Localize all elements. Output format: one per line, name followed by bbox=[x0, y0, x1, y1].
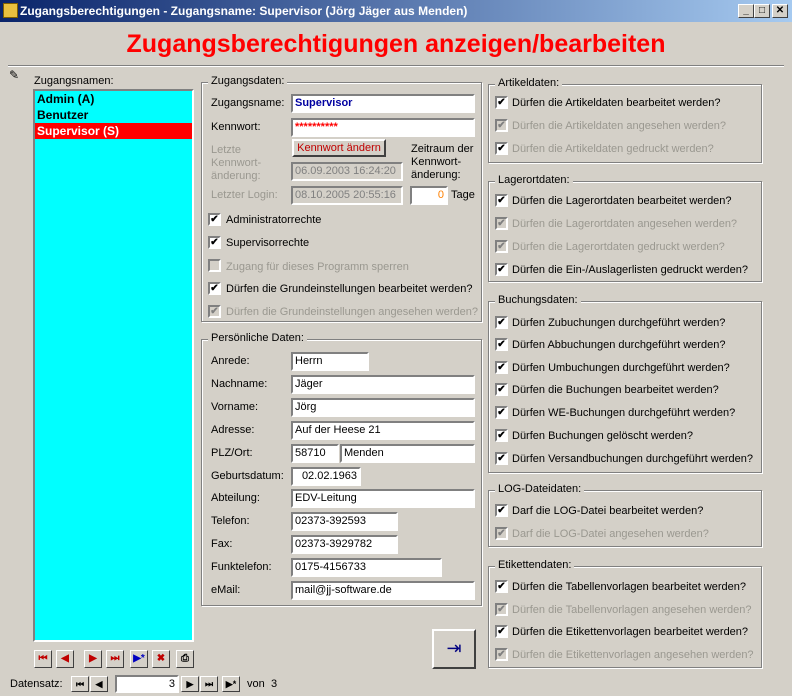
lager-print-label: Dürfen die Lagerortdaten gedruckt werden? bbox=[512, 241, 725, 253]
etiketten-edit-label: Dürfen die Etikettenvorlagen bearbeitet werden? bbox=[512, 626, 749, 638]
adresse-label: Adresse: bbox=[211, 424, 255, 436]
ort-field[interactable]: Menden bbox=[340, 444, 475, 463]
record-total: 3 bbox=[271, 678, 278, 690]
email-field[interactable]: mail@jj-software.de bbox=[291, 581, 475, 600]
zubuchung-checkbox[interactable]: ✔ bbox=[495, 316, 508, 329]
versand-checkbox[interactable]: ✔ bbox=[495, 452, 508, 465]
abbuchung-label: Dürfen Abbuchungen durchgeführt werden? bbox=[512, 339, 726, 351]
nav-prev-button[interactable]: ◀ bbox=[90, 676, 108, 692]
first-record-button[interactable]: ⏮ bbox=[34, 650, 52, 668]
nav-next-button[interactable]: ▶ bbox=[181, 676, 199, 692]
lager-group-title: Lagerortdaten: bbox=[495, 174, 573, 186]
supervisor-checkbox[interactable]: ✔ bbox=[208, 236, 221, 249]
artikel-print-checkbox[interactable]: ✔ bbox=[495, 142, 508, 155]
access-group-title: Zugangsdaten: bbox=[208, 75, 287, 87]
etiketten-view-label: Dürfen die Etikettenvorlagen angesehen werden? bbox=[512, 649, 754, 661]
geburtsdatum-field[interactable]: 02.02.1963 bbox=[291, 467, 361, 486]
etiketten-edit-checkbox[interactable]: ✔ bbox=[495, 625, 508, 638]
delete-record-button[interactable] bbox=[152, 650, 170, 668]
title-bar bbox=[0, 0, 792, 22]
buchung-delete-label: Dürfen Buchungen gelöscht werden? bbox=[512, 430, 694, 442]
lager-view-checkbox[interactable]: ✔ bbox=[495, 217, 508, 230]
funktelefon-field[interactable]: 0175-4156733 bbox=[291, 558, 442, 577]
we-buchung-label: Dürfen WE-Buchungen durchgeführt werden? bbox=[512, 407, 736, 419]
umbuchung-label: Dürfen Umbuchungen durchgeführt werden? bbox=[512, 362, 730, 374]
last-record-button[interactable]: ⏭ bbox=[106, 650, 124, 668]
abteilung-label: Abteilung: bbox=[211, 492, 260, 504]
name-label: Zugangsname: bbox=[211, 97, 285, 109]
name-field[interactable]: Supervisor bbox=[291, 94, 475, 113]
buchung-edit-label: Dürfen die Buchungen bearbeitet werden? bbox=[512, 384, 719, 396]
artikel-view-label: Dürfen die Artikeldaten angesehen werden? bbox=[512, 120, 727, 132]
app-icon bbox=[3, 3, 18, 18]
lager-edit-checkbox[interactable]: ✔ bbox=[495, 194, 508, 207]
admin-checkbox[interactable]: ✔ bbox=[208, 213, 221, 226]
lager-lists-checkbox[interactable]: ✔ bbox=[495, 263, 508, 276]
plz-ort-label: PLZ/Ort: bbox=[211, 447, 253, 459]
pencil-icon: ✎ bbox=[9, 68, 20, 82]
nav-first-button[interactable]: ⏮ bbox=[71, 676, 89, 692]
log-edit-label: Darf die LOG-Datei bearbeitet werden? bbox=[512, 505, 704, 517]
period-field[interactable]: 0 bbox=[410, 186, 448, 205]
artikel-print-label: Dürfen die Artikeldaten gedruckt werden? bbox=[512, 143, 714, 155]
print-button[interactable] bbox=[176, 650, 194, 668]
buchung-delete-checkbox[interactable]: ✔ bbox=[495, 429, 508, 442]
funktelefon-label: Funktelefon: bbox=[211, 561, 272, 573]
last-login-field: 08.10.2005 20:55:16 bbox=[291, 186, 403, 205]
buchung-group-title: Buchungsdaten: bbox=[495, 294, 581, 306]
next-record-button[interactable]: ▶ bbox=[84, 650, 102, 668]
basic-view-label: Dürfen die Grundeinstellungen angesehen werden? bbox=[226, 306, 478, 318]
abbuchung-checkbox[interactable]: ✔ bbox=[495, 338, 508, 351]
nachname-label: Nachname: bbox=[211, 378, 268, 390]
basic-edit-checkbox[interactable]: ✔ bbox=[208, 282, 221, 295]
artikel-edit-checkbox[interactable]: ✔ bbox=[495, 96, 508, 109]
tabellen-edit-label: Dürfen die Tabellenvorlagen bearbeitet werden? bbox=[512, 581, 747, 593]
telefon-field[interactable]: 02373-392593 bbox=[291, 512, 398, 531]
exit-door-icon: ⇥ bbox=[446, 638, 462, 658]
record-of-label: von bbox=[247, 678, 265, 690]
last-login-label: Letzter Login: bbox=[211, 189, 278, 201]
email-label: eMail: bbox=[211, 584, 241, 596]
close-button[interactable]: ✕ bbox=[772, 4, 788, 18]
maximize-button[interactable]: □ bbox=[754, 4, 770, 18]
artikel-group-title: Artikeldaten: bbox=[495, 77, 562, 89]
minimize-button[interactable]: _ bbox=[738, 4, 754, 18]
nachname-field[interactable]: Jäger bbox=[291, 375, 475, 394]
fax-field[interactable]: 02373-3929782 bbox=[291, 535, 398, 554]
etikett-group-title: Etikettendaten: bbox=[495, 559, 574, 571]
vorname-label: Vorname: bbox=[211, 401, 259, 413]
telefon-label: Telefon: bbox=[211, 515, 250, 527]
lager-lists-label: Dürfen die Ein-/Auslagerlisten gedruckt werden? bbox=[512, 264, 749, 276]
we-buchung-checkbox[interactable]: ✔ bbox=[495, 406, 508, 419]
anrede-label: Anrede: bbox=[211, 355, 250, 367]
delete-icon: ✖ bbox=[156, 653, 166, 664]
prev-record-button[interactable]: ◀ bbox=[56, 650, 74, 668]
password-field[interactable]: ********** bbox=[291, 118, 475, 137]
basic-view-checkbox[interactable]: ✔ bbox=[208, 305, 221, 318]
divider bbox=[8, 65, 784, 67]
names-list[interactable] bbox=[33, 89, 194, 642]
exit-button[interactable] bbox=[432, 629, 476, 669]
log-edit-checkbox[interactable]: ✔ bbox=[495, 504, 508, 517]
versand-label: Dürfen Versandbuchungen durchgeführt werden? bbox=[512, 453, 753, 465]
log-view-checkbox[interactable]: ✔ bbox=[495, 527, 508, 540]
last-change-field: 06.09.2003 16:24:20 bbox=[291, 162, 403, 181]
print-icon: ⎙ bbox=[181, 653, 189, 664]
geburtsdatum-label: Geburtsdatum: bbox=[211, 470, 284, 482]
tabellen-view-label: Dürfen die Tabellenvorlagen angesehen werden? bbox=[512, 604, 752, 616]
admin-label: Administratorrechte bbox=[226, 214, 322, 226]
lock-checkbox[interactable] bbox=[208, 259, 221, 272]
umbuchung-checkbox[interactable]: ✔ bbox=[495, 361, 508, 374]
last-change-label: Letzte Kennwort- änderung: bbox=[211, 144, 262, 182]
record-label: Datensatz: bbox=[10, 678, 63, 690]
fax-label: Fax: bbox=[211, 538, 233, 550]
list-item-selected[interactable]: Supervisor (S) bbox=[35, 123, 192, 139]
new-record-button[interactable]: ▶* bbox=[130, 650, 148, 668]
artikel-view-checkbox[interactable]: ✔ bbox=[495, 119, 508, 132]
list-item[interactable]: Admin (A) bbox=[37, 92, 95, 106]
supervisor-label: Supervisorrechte bbox=[226, 237, 310, 249]
lager-edit-label: Dürfen die Lagerortdaten bearbeitet werden? bbox=[512, 195, 732, 207]
lager-print-checkbox[interactable]: ✔ bbox=[495, 240, 508, 253]
abteilung-field[interactable]: EDV-Leitung bbox=[291, 489, 475, 508]
window-title: Zugangsberechtigungen - Zugangsname: Supervisor (Jörg Jäger aus Menden) bbox=[20, 4, 468, 18]
anrede-field[interactable]: Herrn bbox=[291, 352, 369, 371]
basic-edit-label: Dürfen die Grundeinstellungen bearbeitet werden? bbox=[226, 283, 473, 295]
nav-last-button[interactable]: ⏭ bbox=[200, 676, 218, 692]
adresse-field[interactable]: Auf der Heese 21 bbox=[291, 421, 475, 440]
log-view-label: Darf die LOG-Datei angesehen werden? bbox=[512, 528, 709, 540]
personal-group-title: Persönliche Daten: bbox=[208, 332, 307, 344]
nav-new-button[interactable]: ▶* bbox=[222, 676, 240, 692]
password-label: Kennwort: bbox=[211, 121, 261, 133]
vorname-field[interactable]: Jörg bbox=[291, 398, 475, 417]
log-group-title: LOG-Dateidaten: bbox=[495, 483, 584, 495]
tabellen-edit-checkbox[interactable]: ✔ bbox=[495, 580, 508, 593]
tabellen-view-checkbox[interactable]: ✔ bbox=[495, 603, 508, 616]
lock-label: Zugang für dieses Programm sperren bbox=[226, 261, 409, 273]
period-label: Zeitraum der Kennwort- änderung: bbox=[411, 143, 474, 181]
artikel-edit-label: Dürfen die Artikeldaten bearbeitet werden? bbox=[512, 97, 721, 109]
page-title: Zugangsberechtigungen anzeigen/bearbeiten bbox=[126, 30, 666, 58]
names-label: Zugangsnamen: bbox=[34, 75, 114, 87]
zubuchung-label: Dürfen Zubuchungen durchgeführt werden? bbox=[512, 317, 726, 329]
lager-view-label: Dürfen die Lagerortdaten angesehen werden? bbox=[512, 218, 738, 230]
etiketten-view-checkbox[interactable]: ✔ bbox=[495, 648, 508, 661]
buchung-edit-checkbox[interactable]: ✔ bbox=[495, 383, 508, 396]
record-number-field[interactable]: 3 bbox=[115, 675, 179, 693]
period-unit: Tage bbox=[451, 189, 475, 201]
list-item[interactable]: Benutzer bbox=[37, 108, 89, 122]
change-password-button[interactable]: Kennwort ändern bbox=[292, 139, 386, 157]
plz-field[interactable]: 58710 bbox=[291, 444, 339, 463]
